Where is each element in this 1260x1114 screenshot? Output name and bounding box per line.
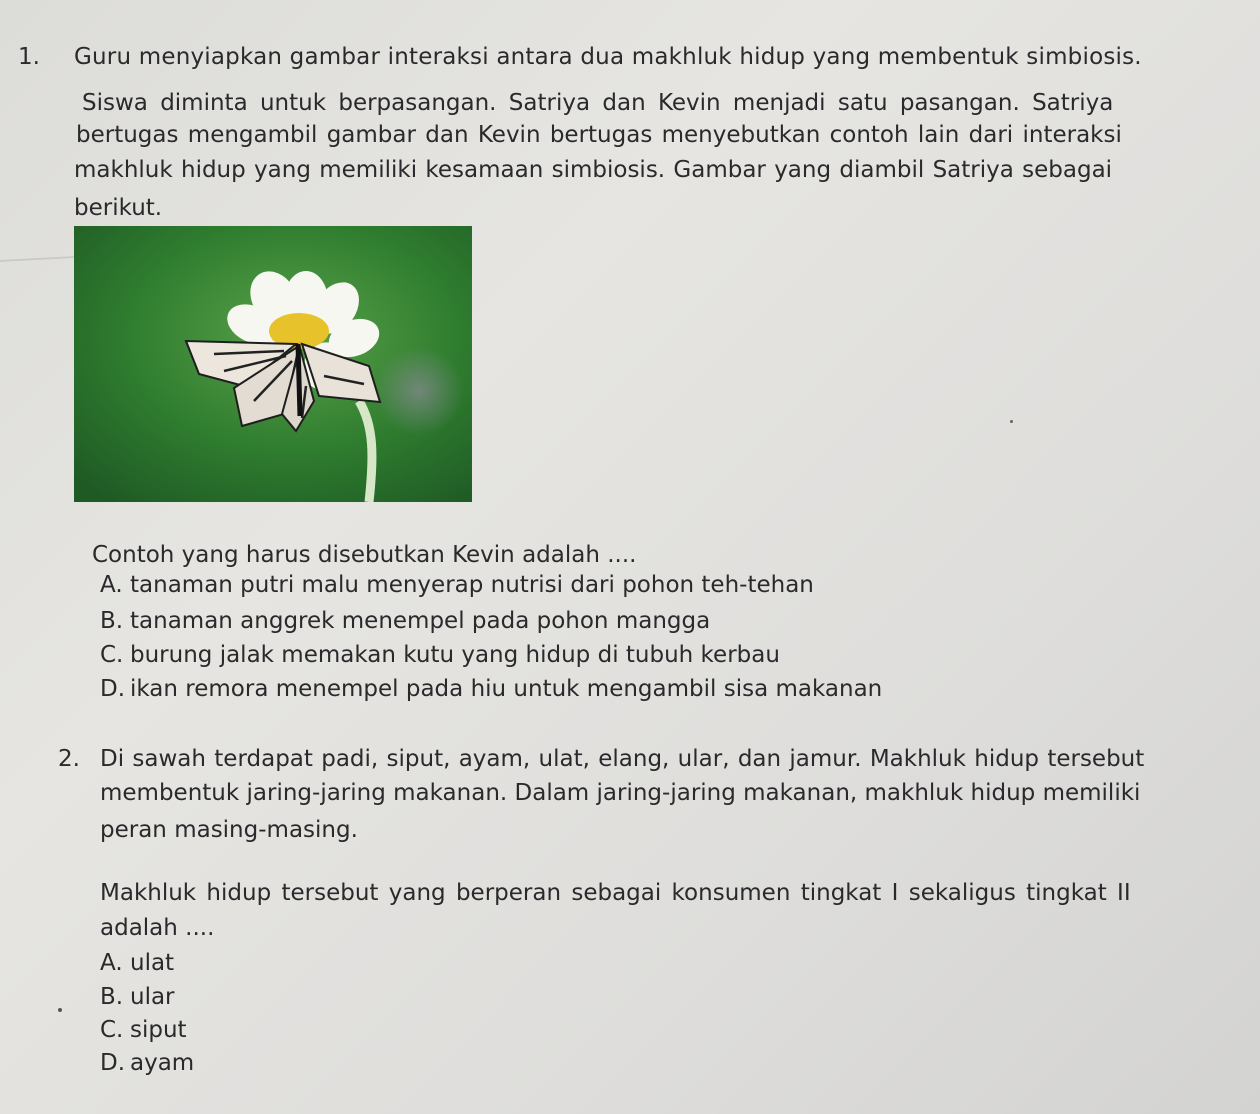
option-text: ulat — [130, 950, 175, 976]
q2-question-line-1: Makhluk hidup tersebut yang berperan sebagai konsumen tingkat I sekaligus tingkat II — [100, 880, 1131, 906]
paper-fold-line — [0, 256, 74, 262]
option-text: ayam — [130, 1050, 195, 1076]
q1-line-1: Guru menyiapkan gambar interaksi antara dua makhluk hidup yang membentuk simbiosis. — [74, 44, 1142, 70]
q1-line-3: bertugas mengambil gambar dan Kevin bertugas menyebutkan contoh lain dari interaksi — [76, 122, 1122, 148]
option-letter: B. — [100, 608, 124, 634]
q1-option-b[interactable] — [100, 606, 710, 636]
q1-line-5: berikut. — [74, 195, 163, 221]
option-text: tanaman anggrek menempel pada pohon mangga — [130, 608, 711, 634]
q2-option-d[interactable] — [100, 1048, 194, 1078]
q1-question: Contoh yang harus disebutkan Kevin adalah .... — [92, 542, 637, 568]
q1-option-c[interactable] — [100, 640, 780, 670]
q2-number: 2. — [58, 746, 80, 772]
speck — [1010, 420, 1013, 423]
option-text: ular — [130, 984, 175, 1010]
option-letter: C. — [100, 1017, 124, 1043]
option-text: burung jalak memakan kutu yang hidup di tubuh kerbau — [130, 642, 780, 668]
option-letter: A. — [100, 572, 123, 598]
q2-option-a[interactable] — [100, 948, 174, 978]
q1-line-2: Siswa diminta untuk berpasangan. Satriya dan Kevin menjadi satu pasangan. Satriya — [82, 90, 1114, 116]
option-text: siput — [130, 1017, 187, 1043]
q1-line-4: makhluk hidup yang memiliki kesamaan simbiosis. Gambar yang diambil Satriya sebagai — [74, 157, 1113, 183]
q1-option-d[interactable] — [100, 674, 882, 704]
q2-line-3: peran masing-masing. — [100, 817, 358, 843]
option-letter: B. — [100, 984, 124, 1010]
q2-line-1: Di sawah terdapat padi, siput, ayam, ulat, elang, ular, dan jamur. Makhluk hidup tersebut — [100, 746, 1145, 772]
option-letter: C. — [100, 642, 124, 668]
option-text: ikan remora menempel pada hiu untuk mengambil sisa makanan — [130, 676, 883, 702]
q2-option-c[interactable] — [100, 1015, 187, 1045]
q2-line-2: membentuk jaring-jaring makanan. Dalam jaring-jaring makanan, makhluk hidup memiliki — [100, 780, 1141, 806]
q1-number: 1. — [18, 44, 40, 70]
q2-option-b[interactable] — [100, 982, 175, 1012]
q2-question-line-2: adalah .... — [100, 915, 215, 941]
speck — [58, 1008, 62, 1012]
option-letter: A. — [100, 950, 123, 976]
option-letter: D. — [100, 676, 126, 702]
q1-option-a[interactable] — [100, 570, 814, 600]
butterfly-on-daisy-photo — [74, 226, 472, 502]
option-text: tanaman putri malu menyerap nutrisi dari pohon teh-tehan — [130, 572, 814, 598]
option-letter: D. — [100, 1050, 126, 1076]
